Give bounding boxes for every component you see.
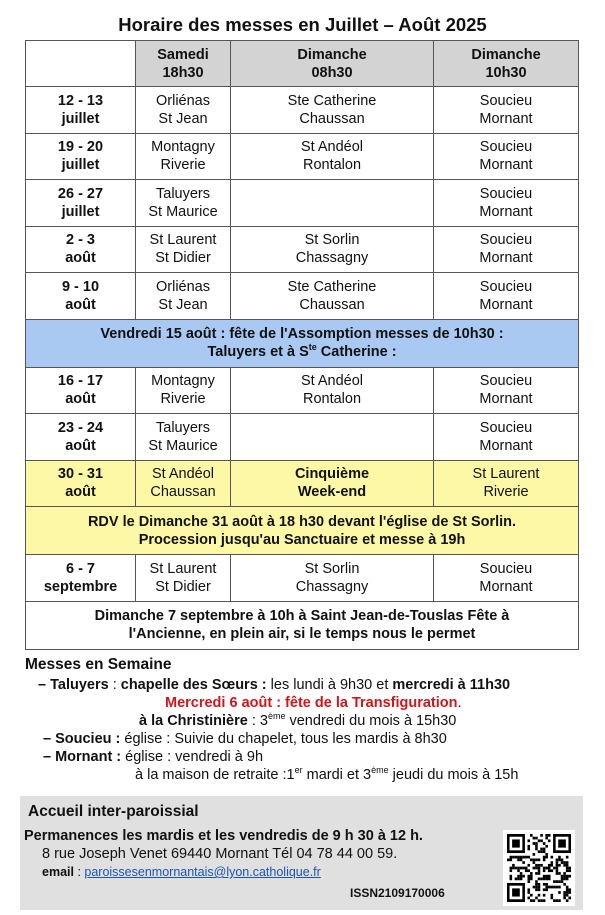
table-row [26, 133, 579, 180]
samedi-cell: Montagny Riverie [136, 367, 231, 414]
header-dimanche-0830: Dimanche 08h30 [231, 41, 434, 87]
dim10-cell: Soucieu Mornant [434, 367, 579, 414]
assomption-note: Vendredi 15 août : fête de l'Assomption messes de 10h30 : Taluyers et à $S^{te}$ Catherine : [26, 319, 579, 367]
samedi-cell: Montagny Riverie [136, 133, 231, 180]
samedi-cell: Orliénas St Jean [136, 87, 231, 134]
rdv-note: RDV le Dimanche 31 août à 18 h30 devant l'église de St Sorlin. Procession jusqu'au Sanctuaire et messe à 19h [26, 507, 579, 555]
samedi-cell: Taluyers St Maurice [136, 414, 231, 461]
date-cell: 16 - 17 août [26, 367, 136, 414]
issn-text: ISSN2109170006 [350, 886, 445, 900]
mornant-line: – Mornant : église : vendredi à 9h [43, 749, 264, 765]
table-row [26, 414, 579, 461]
table-row [26, 87, 579, 134]
email-link[interactable]: paroissesenmornantais@lyon.catholique.fr [84, 865, 321, 879]
samedi-cell: Orliénas St Jean [136, 273, 231, 320]
samedi-cell: St Laurent St Didier [136, 226, 231, 273]
permanences-text: Permanences les mardis et les vendredis de 9 h 30 à 12 h. [24, 828, 423, 844]
header-samedi: Samedi 18h30 [136, 41, 231, 87]
dim8-cell: St Andéol Rontalon [231, 133, 434, 180]
rdv-row [26, 507, 579, 555]
accueil-box [20, 796, 583, 910]
email-line: email : paroissesenmornantais@lyon.catholique.fr [42, 865, 321, 879]
table-row-highlighted [26, 460, 579, 507]
transfiguration-line: Mercredi 6 août : fête de la Transfiguration. [165, 695, 462, 711]
dim10-cell: Soucieu Mornant [434, 414, 579, 461]
dim8-cell: St Sorlin Chassagny [231, 555, 434, 602]
address-text: 8 rue Joseph Venet 69440 Mornant Tél 04 78 44 00 59. [42, 846, 398, 862]
date-cell: 2 - 3 août [26, 226, 136, 273]
christiniere-line: à la Christinière : 3ème vendredi du mois à 15h30 [139, 711, 457, 729]
date-cell: 12 - 13 juillet [26, 87, 136, 134]
dim10-cell: Soucieu Mornant [434, 226, 579, 273]
date-cell: 30 - 31 août [26, 460, 136, 507]
dim10-cell: Soucieu Mornant [434, 133, 579, 180]
dim10-cell: Soucieu Mornant [434, 87, 579, 134]
dim8-cell [231, 180, 434, 227]
date-cell: 26 - 27 juillet [26, 180, 136, 227]
dim8-cell [231, 414, 434, 461]
schedule-table [25, 40, 579, 650]
cinquieme-weekend-cell: Cinquième Week-end [231, 460, 434, 507]
header-row [26, 41, 579, 87]
table-row [26, 367, 579, 414]
samedi-cell: Taluyers St Maurice [136, 180, 231, 227]
accueil-heading: Accueil inter-paroissial [28, 803, 199, 820]
date-cell: 19 - 20 juillet [26, 133, 136, 180]
fete-note: Dimanche 7 septembre à 10h à Saint Jean-de-Touslas Fête à l'Ancienne, en plein air, si le temps nous le permet [26, 601, 579, 649]
dim10-cell: Soucieu Mornant [434, 555, 579, 602]
messes-semaine-section [25, 656, 585, 784]
taluyers-line: – Taluyers : chapelle des Sœurs : les lundi à 9h30 et mercredi à 11h30 [38, 677, 511, 693]
qr-code-image [507, 834, 571, 902]
dim8-cell: Ste Catherine Chaussan [231, 273, 434, 320]
dim8-cell: St Andéol Rontalon [231, 367, 434, 414]
semaine-heading: Messes en Semaine [25, 656, 172, 673]
table-row [26, 180, 579, 227]
table-row [26, 226, 579, 273]
fete-row [26, 601, 579, 649]
table-row [26, 555, 579, 602]
dim10-cell: Soucieu Mornant [434, 273, 579, 320]
dim8-cell: St Sorlin Chassagny [231, 226, 434, 273]
assomption-row [26, 319, 579, 367]
table-row [26, 273, 579, 320]
retraite-line: à la maison de retraite :1er mardi et 3ème jeudi du mois à 15h [135, 765, 519, 783]
samedi-cell: St Laurent St Didier [136, 555, 231, 602]
date-cell: 6 - 7 septembre [26, 555, 136, 602]
header-dimanche-1030: Dimanche 10h30 [434, 41, 579, 87]
date-cell: 9 - 10 août [26, 273, 136, 320]
qr-code [503, 830, 575, 906]
date-cell: 23 - 24 août [26, 414, 136, 461]
page-title: Horaire des messes en Juillet – Août 2025 [118, 14, 487, 35]
dim8-cell: Ste Catherine Chaussan [231, 87, 434, 134]
dim10-cell: St Laurent Riverie [434, 460, 579, 507]
soucieu-line: – Soucieu : église : Suivie du chapelet, tous les mardis à 8h30 [43, 731, 447, 747]
header-empty [26, 41, 136, 87]
dim10-cell: Soucieu Mornant [434, 180, 579, 227]
samedi-cell: St Andéol Chaussan [136, 460, 231, 507]
